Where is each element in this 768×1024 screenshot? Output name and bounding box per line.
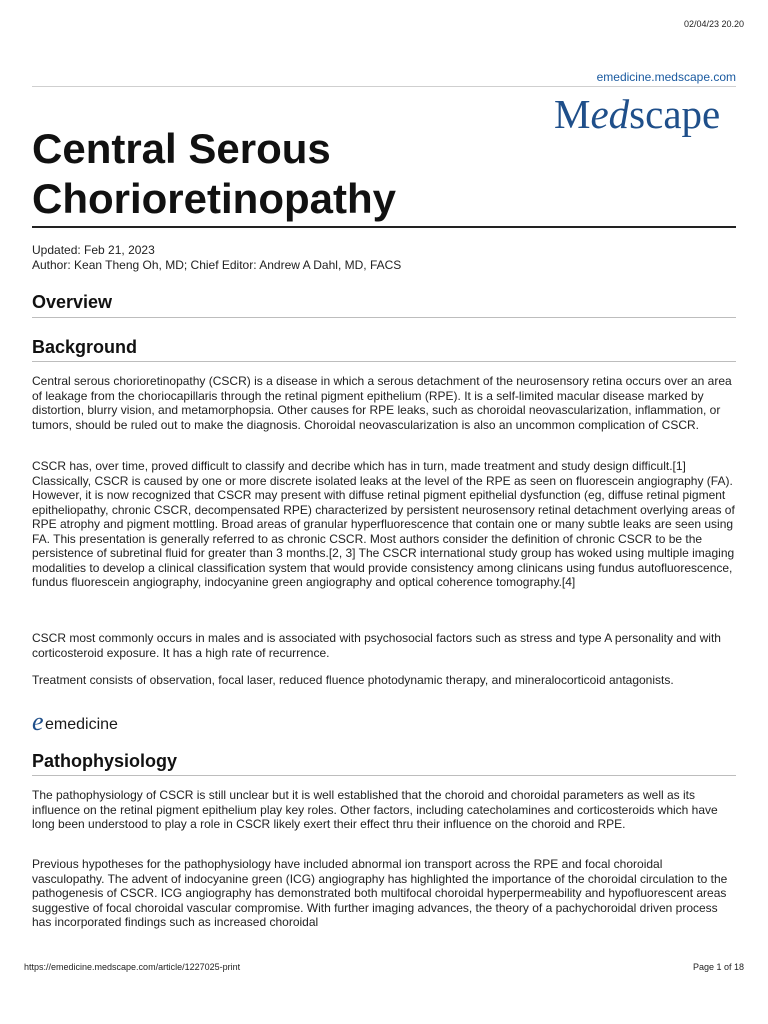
emedicine-logo bbox=[32, 710, 122, 736]
page-title: Central Serous Chorioretinopathy bbox=[32, 125, 396, 222]
emedicine-logo-text: emedicine bbox=[45, 716, 118, 733]
section-heading-background: Background bbox=[32, 337, 138, 357]
svg-text:e: e bbox=[32, 710, 44, 736]
section-divider bbox=[32, 775, 736, 776]
pathophysiology-paragraph: Previous hypotheses for the pathophysiology have included abnormal ion transport across the RPE and focal choroidal vasculopathy. The advent of indocyanine green (ICG) angiography has highlighted the importance of the choroidal circulation to the pathogenesis of CSCR. ICG angiography has demonstrated both multifocal choroidal hyperpermeability and hypofluorescent areas suggestive of focal choroidal vascular compromise. With further imaging advances, the theory of a pachychoroidal driven process has incorporated findings such as increased choroidal bbox=[32, 857, 728, 929]
medscape-logo bbox=[554, 92, 736, 138]
updated-date: Updated: Feb 21, 2023 bbox=[32, 243, 155, 257]
section-heading-overview: Overview bbox=[32, 292, 113, 312]
background-paragraph: CSCR has, over time, proved difficult to classify and decribe which has in turn, made treatment and study design difficult.[1] Classically, CSCR is caused by one or more discrete isolated leaks at the level of the RPE as seen on fluorescein angiography (FA). However, it is now recognized that CSCR may present with diffuse retinal pigment epithelial dysfunction (eg, diffuse retinal pigment epitheliopathy, chronic CSCR, decompensated RPE) characterized by persistent neurosensory retinal detachment overlying areas of RPE atrophy and pigment mottling. Broad areas of granular hyperfluorescence that contain one or many subtle leaks are seen using FA. This presentation is generally referred to as chronic CSCR. Most authors consider the definition of chronic CSCR to be the persistence of subretinal fluid for greater than 3 months.[2, 3] The CSCR international study group has woked using multiple imaging modalities to develop a clinical classification system that would provide consistency among clinicans using fundus autofluorescence, fundus fluorescein angiography, indocyanine green angiography and optical coherence tomography.[4] bbox=[32, 459, 735, 589]
footer-url: https://emedicine.medscape.com/article/1227025-print bbox=[24, 962, 241, 972]
section-divider bbox=[32, 317, 736, 318]
background-paragraph: Central serous chorioretinopathy (CSCR) is a disease in which a serous detachment of the neurosensory retina occurs over an area of leakage from the choriocapillaris through the retinal pigment epithelium (RPE). It is a self-limited macular disease marked by distortion, blurry vision, and metamorphopsia. Other causes for RPE leaks, such as choroidal neovascularization, inflammation, or tumors, should be ruled out to make the diagnosis. Choroidal neovascularization is also an uncommon complication of CSCR. bbox=[32, 374, 732, 432]
svg-text:Medscape: Medscape bbox=[554, 92, 721, 137]
site-link[interactable]: emedicine.medscape.com bbox=[596, 70, 736, 84]
page-number: Page 1 of 18 bbox=[692, 962, 744, 972]
background-paragraph: Treatment consists of observation, focal laser, reduced fluence photodynamic therapy, and mineralocorticoid antagonists. bbox=[32, 673, 674, 687]
section-divider bbox=[32, 361, 736, 362]
title-divider bbox=[32, 226, 736, 228]
header-divider bbox=[32, 86, 736, 87]
print-timestamp: 02/04/23 20.20 bbox=[683, 19, 744, 29]
author-line: Author: Kean Theng Oh, MD; Chief Editor: Andrew A Dahl, MD, FACS bbox=[32, 257, 402, 272]
pathophysiology-paragraph: The pathophysiology of CSCR is still unclear but it is well established that the choroid and choroidal parameters as well as its influence on the retinal pigment epithelium play key roles. Other factors, including catecholamines and corticosteroids which have long been understood to play a role in CSCR likely exert their effect thru their influence on the choroid and RPE. bbox=[32, 788, 718, 831]
article-meta bbox=[32, 243, 401, 272]
section-heading-pathophysiology: Pathophysiology bbox=[32, 751, 178, 771]
background-paragraph: CSCR most commonly occurs in males and is associated with psychosocial factors such as stress and type A personality and with corticosteroid exposure. It has a high rate of recurrence. bbox=[32, 631, 721, 660]
